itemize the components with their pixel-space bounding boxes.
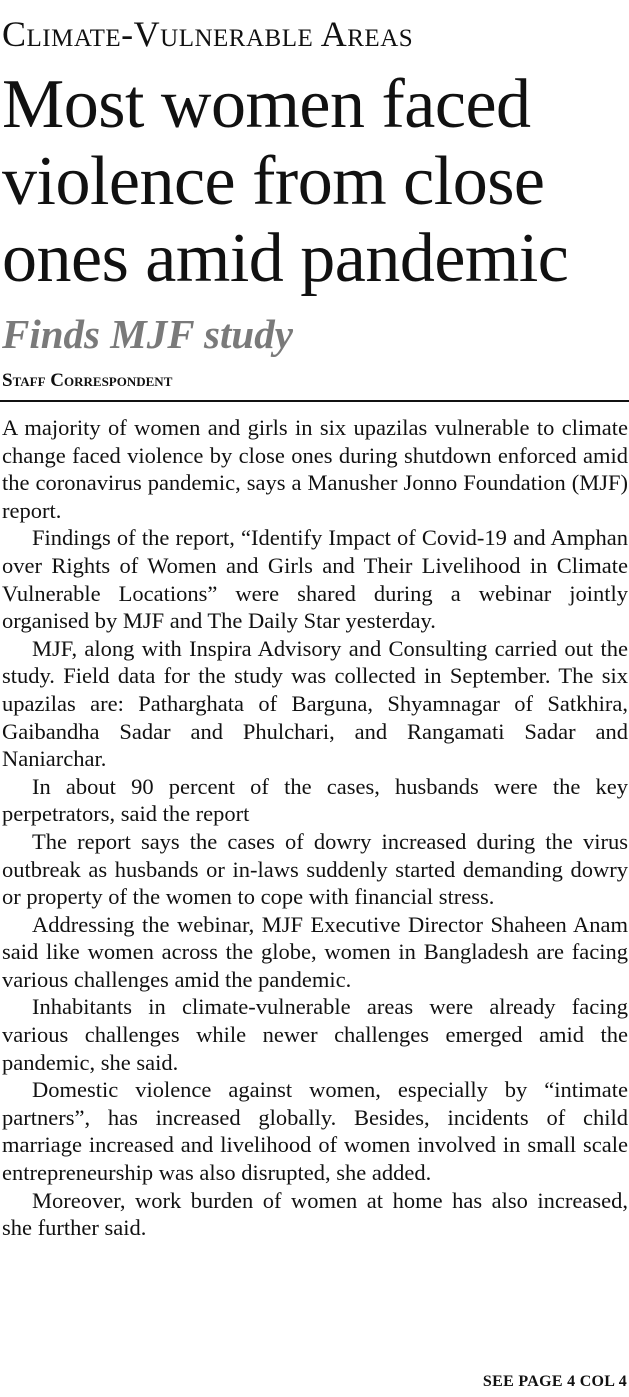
body-paragraph: Findings of the report, “Identify Impact of Covid-19 and Amphan over Rights of Women and Girls and Their Livelihood in Climate Vulnerable Locations” were shared during a webinar jointly organised by MJF and The Daily Star yesterday. xyxy=(2,525,628,634)
section-kicker: Climate-Vulnerable Areas xyxy=(2,14,414,54)
byline: Staff Correspondent xyxy=(2,370,173,391)
headline-line: violence from close xyxy=(2,143,545,220)
body-paragraph: Inhabitants in climate-vulnerable areas were already facing various challenges while newer challenges emerged amid the pandemic, she said. xyxy=(2,994,628,1075)
body-paragraph: Moreover, work burden of women at home has also increased, she further said. xyxy=(2,1187,628,1241)
article-body xyxy=(2,414,628,1242)
divider-rule xyxy=(0,400,629,402)
body-paragraph: Domestic violence against women, especially by “intimate partners”, has increased globally. Besides, incidents of child marriage increased and livelihood of women involved in small scale entrepreneurship was also disrupted, she added. xyxy=(2,1077,628,1186)
subheadline: Finds MJF study xyxy=(2,311,293,357)
headline-line: ones amid pandemic xyxy=(2,220,569,297)
body-paragraph: A majority of women and girls in six upazilas vulnerable to climate change faced violence by close ones during shutdown enforced amid the coronavirus pandemic, says a Manusher Jonno Foundation (MJF) report. xyxy=(2,415,628,523)
headline xyxy=(2,66,629,297)
body-paragraph: The report says the cases of dowry increased during the virus outbreak as husbands or in-laws suddenly started demanding dowry or property of the women to cope with financial stress. xyxy=(2,828,628,910)
body-paragraph: MJF, along with Inspira Advisory and Consulting carried out the study. Field data for the study was collected in September. The six upazilas are: Patharghata of Barguna, Shyamnagar of Satkhira, Gaibandha Sadar and Phulchari, and Rangamati Sadar and Naniarchar. xyxy=(2,635,628,772)
continuation-jump: SEE PAGE 4 COL 4 xyxy=(482,1373,627,1390)
body-paragraph: Addressing the webinar, MJF Executive Director Shaheen Anam said like women across the globe, women in Bangladesh are facing various challenges amid the pandemic. xyxy=(2,911,628,992)
headline-line: Most women faced xyxy=(2,66,531,143)
body-paragraph: In about 90 percent of the cases, husbands were the key perpetrators, said the report xyxy=(2,773,628,827)
